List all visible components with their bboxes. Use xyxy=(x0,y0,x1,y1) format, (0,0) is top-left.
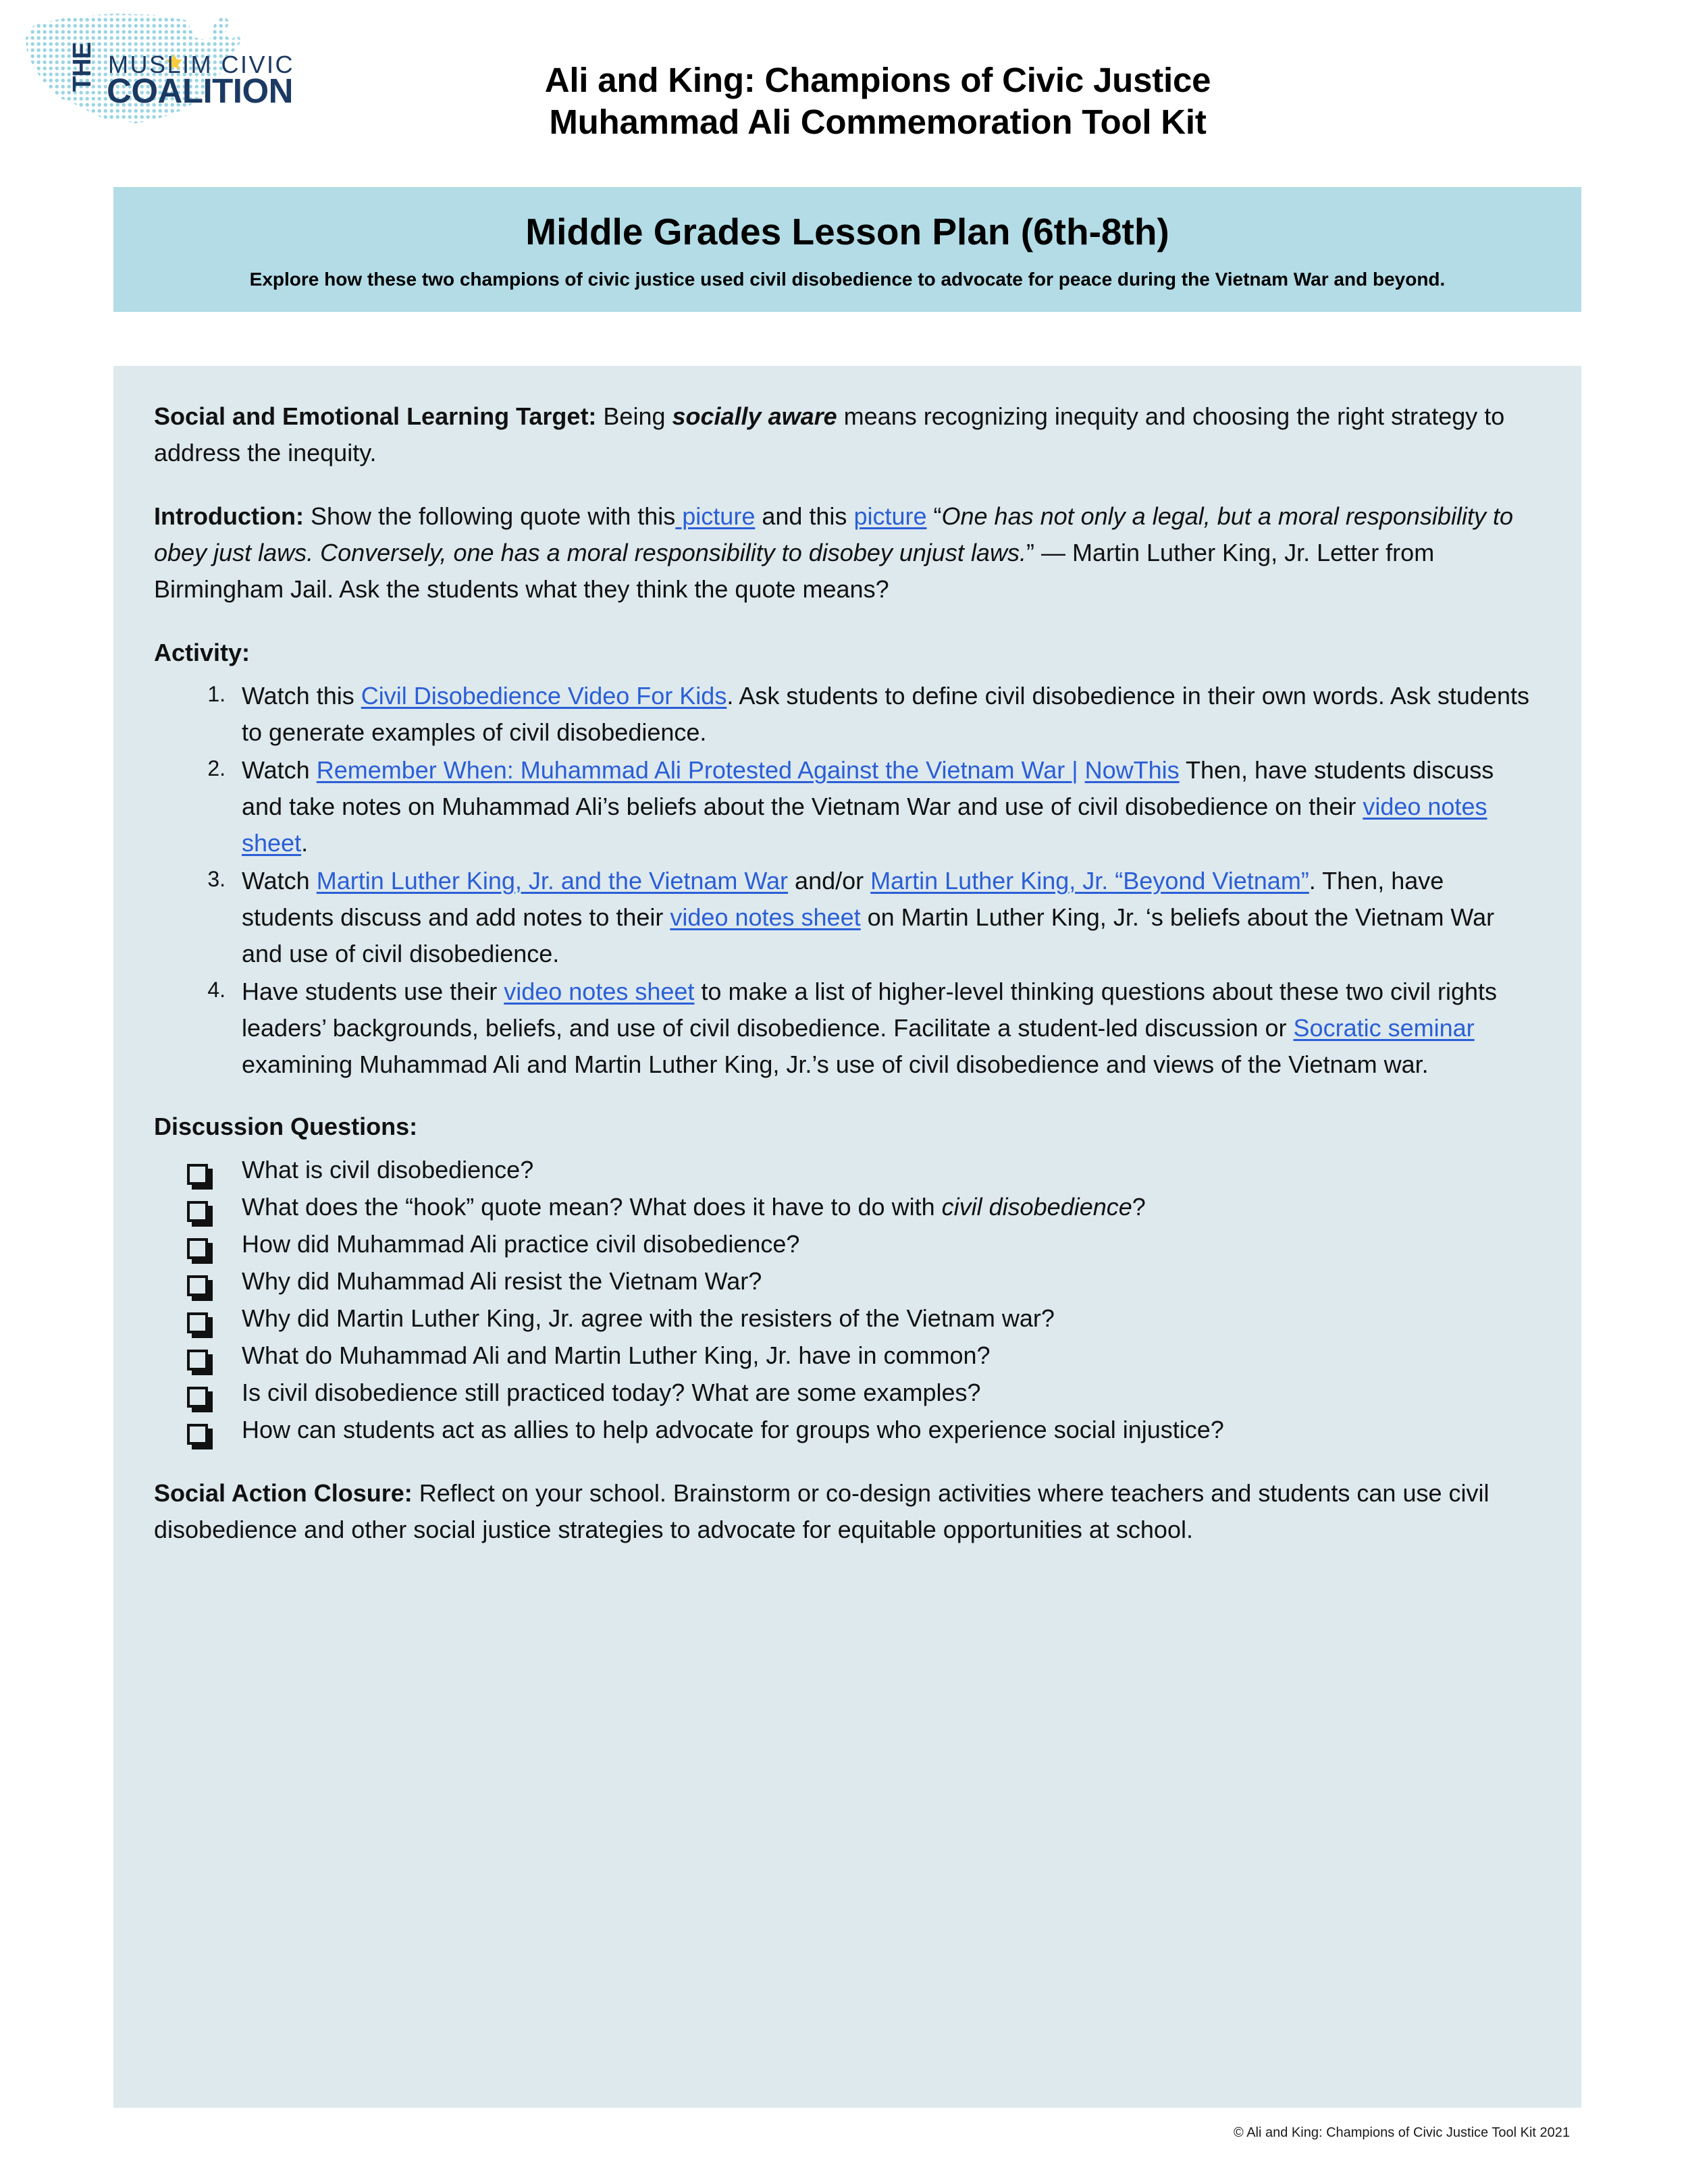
sel-target-text-2: means recognizing inequity and choosing the right strategy to address the inequity. xyxy=(154,402,1505,467)
social-action-closure-label: Social Action Closure: xyxy=(154,1479,413,1507)
activity-3-text-2: and/or xyxy=(788,867,871,895)
introduction-paragraph xyxy=(154,498,1518,608)
discussion-question-4 xyxy=(154,1263,1541,1300)
discussion-question-5 xyxy=(154,1300,1541,1337)
activity-3-text-1: Watch xyxy=(242,867,317,895)
logo-svg xyxy=(12,5,296,130)
introduction-text-1: Show the following quote with this xyxy=(303,502,676,530)
discussion-question-6-text: What do Muhammad Ali and Martin Luther King, Jr. have in common? xyxy=(242,1341,991,1369)
discussion-question-3-text: How did Muhammad Ali practice civil disobedience? xyxy=(242,1230,800,1258)
activity-2-text-1: Watch xyxy=(242,756,317,784)
activity-3-text-3: . Then, have students discuss and add notes to their xyxy=(242,867,1444,931)
civil-disobedience-video-link[interactable]: Civil Disobedience Video For Kids xyxy=(361,682,727,710)
sel-target-text-1: Being xyxy=(596,402,672,430)
activity-2-text-2 xyxy=(1078,756,1085,784)
svg-text:THE: THE xyxy=(68,43,97,92)
activity-3-text-4: on Martin Luther King, Jr. ‘s beliefs about the Vietnam War and use of civil disobedience. xyxy=(242,903,1495,967)
lesson-content-panel xyxy=(113,366,1581,2108)
discussion-question-1-text: What is civil disobedience? xyxy=(242,1156,534,1183)
picture-link-2[interactable]: picture xyxy=(853,502,927,530)
page-title xyxy=(351,59,1404,143)
discussion-questions-list xyxy=(154,1152,1541,1448)
banner-title: Middle Grades Lesson Plan (6th-8th) xyxy=(525,211,1169,252)
sel-target-emphasis: socially aware xyxy=(672,402,837,430)
introduction-text-4: ” — Martin Luther King, Jr. Letter from Birmingham Jail. Ask the students what they think the quote means? xyxy=(154,539,1435,603)
discussion-question-7-text: Is civil disobedience still practiced today? What are some examples? xyxy=(242,1379,981,1406)
social-action-closure-text: Reflect on your school. Brainstorm or co-design activities where teachers and students can use civil disobedience and other social justice strategies to advocate for equitable opportunities at school. xyxy=(154,1479,1489,1543)
discussion-question-8-text: How can students act as allies to help advocate for groups who experience social injustice? xyxy=(242,1416,1224,1443)
mlk-quote: One has not only a legal, but a moral responsibility to obey just laws. Conversely, one has a moral responsibility to disobey unjust laws. xyxy=(154,502,1513,566)
svg-text:MUSLIM CIVIC: MUSLIM CIVIC xyxy=(108,51,295,78)
activity-heading: Activity: xyxy=(154,639,250,666)
page-title-line-2: Muhammad Ali Commemoration Tool Kit xyxy=(549,103,1207,142)
discussion-question-2-text-pre: What does the “hook” quote mean? What does it have to do with xyxy=(242,1193,942,1221)
discussion-question-6 xyxy=(154,1337,1541,1374)
activity-1-text-1: Watch this xyxy=(242,682,361,710)
the-muslim-civic-coalition-logo xyxy=(12,5,296,130)
svg-text:COALITION: COALITION xyxy=(107,72,293,110)
mlk-vietnam-war-video-link[interactable]: Martin Luther King, Jr. and the Vietnam War xyxy=(316,867,789,895)
social-action-closure-paragraph xyxy=(154,1475,1518,1548)
discussion-question-3 xyxy=(154,1226,1541,1262)
activity-4-text-1: Have students use their xyxy=(242,978,504,1005)
socratic-seminar-link[interactable]: Socratic seminar xyxy=(1293,1014,1475,1042)
introduction-text-3: “ xyxy=(926,502,942,530)
video-notes-sheet-link-1[interactable]: video notes sheet xyxy=(242,793,1487,857)
activity-item-2 xyxy=(154,752,1541,861)
remember-when-ali-video-link[interactable]: Remember When: Muhammad Ali Protested Against the Vietnam War | xyxy=(316,756,1078,784)
mlk-beyond-vietnam-link[interactable]: Martin Luther King, Jr. “Beyond Vietnam” xyxy=(870,867,1309,895)
activity-2-text-4: . xyxy=(301,829,309,857)
introduction-text-2: and this xyxy=(755,502,854,530)
discussion-question-2 xyxy=(154,1189,1541,1225)
activity-list xyxy=(154,678,1541,1083)
page-header xyxy=(0,0,1688,177)
introduction-label: Introduction: xyxy=(154,502,304,530)
banner-subtitle: Explore how these two champions of civic justice used civil disobedience to advocate for peace during the Vietnam War and beyond. xyxy=(249,268,1446,290)
discussion-question-7 xyxy=(154,1375,1541,1411)
discussion-question-5-text: Why did Martin Luther King, Jr. agree with the resisters of the Vietnam war? xyxy=(242,1304,1055,1332)
activity-1-text-2: . Ask students to define civil disobedience in their own words. Ask students to generate examples of civil disobedience. xyxy=(242,682,1529,746)
discussion-question-2-text-post: ? xyxy=(1132,1193,1146,1221)
lesson-plan-banner xyxy=(113,187,1581,312)
footer-copyright: © Ali and King: Champions of Civic Justice Tool Kit 2021 xyxy=(1234,2125,1570,2140)
sel-target-label: Social and Emotional Learning Target: xyxy=(154,402,597,430)
discussion-question-1 xyxy=(154,1152,1541,1188)
picture-link-1[interactable]: picture xyxy=(675,502,756,530)
activity-4-text-2: to make a list of higher-level thinking questions about these two civil rights leaders’ backgrounds, beliefs, and use of civil disobedience. Facilitate a student-led discussion or xyxy=(242,978,1498,1042)
activity-item-3 xyxy=(154,863,1541,972)
discussion-question-2-emphasis: civil disobedience xyxy=(941,1193,1132,1221)
activity-4-text-3: examining Muhammad Ali and Martin Luther King, Jr.’s use of civil disobedience and views of the Vietnam war. xyxy=(242,1050,1429,1078)
discussion-questions-heading: Discussion Questions: xyxy=(154,1113,418,1140)
video-notes-sheet-link-3[interactable]: video notes sheet xyxy=(504,978,695,1005)
discussion-question-4-text: Why did Muhammad Ali resist the Vietnam War? xyxy=(242,1267,762,1295)
video-notes-sheet-link-2[interactable]: video notes sheet xyxy=(670,903,861,931)
page-title-line-1: Ali and King: Champions of Civic Justice xyxy=(544,61,1211,99)
activity-item-4 xyxy=(154,974,1541,1083)
sel-target-paragraph xyxy=(154,398,1518,471)
activity-2-text-3: Then, have students discuss and take notes on Muhammad Ali’s beliefs about the Vietnam War and use of civil disobedience on their xyxy=(242,756,1494,820)
discussion-question-8 xyxy=(154,1412,1541,1448)
nowthis-link[interactable]: NowThis xyxy=(1084,756,1180,784)
activity-item-1 xyxy=(154,678,1541,751)
